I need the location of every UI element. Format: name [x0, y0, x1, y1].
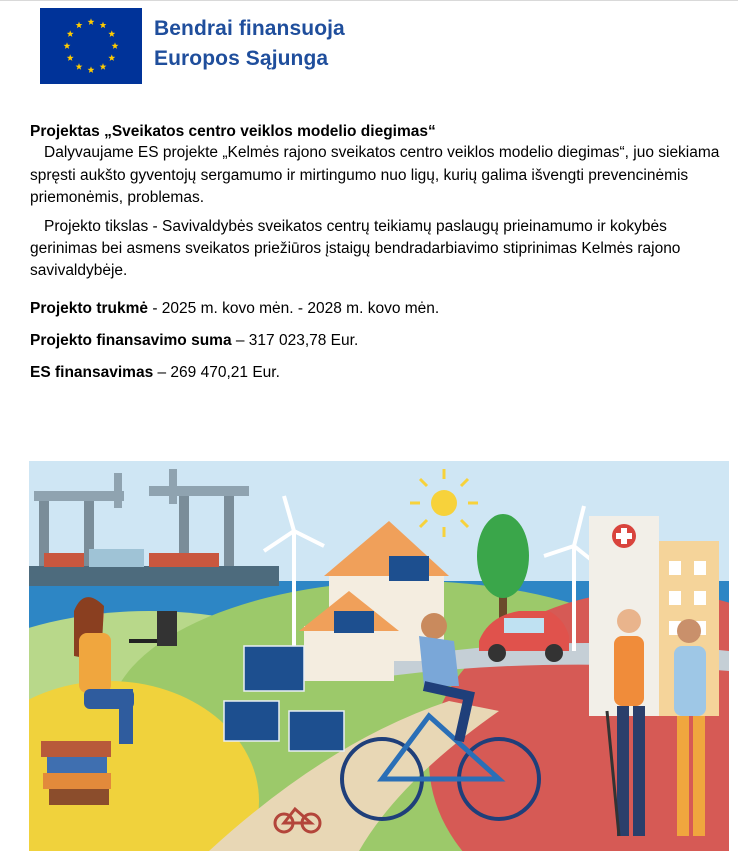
project-funding	[30, 329, 730, 352]
funding-value: – 317 023,78 Eur.	[231, 332, 359, 349]
goal-label: Projekto tikslas -	[44, 217, 163, 235]
project-duration	[30, 297, 730, 320]
duration-label: Projekto trukmė	[30, 300, 149, 317]
eu-funding	[30, 361, 730, 384]
project-intro: Dalyvaujame ES projekte „Kelmės rajono sveikatos centro veiklos modelio diegimas“, juo siekiama spręsti aukšto gyventojų sergamumo ir mirtingumo nuo ligų, kurių galima išvengti prevencinėmis priemonėmis, problemas.	[30, 144, 720, 206]
eu-flag-icon	[40, 8, 142, 84]
project-title: Projektas „Sveikatos centro veiklos modelio diegimas“	[30, 123, 436, 140]
top-divider	[0, 0, 738, 1]
logo-line-1: Bendrai finansuoja	[154, 17, 345, 40]
project-description	[30, 122, 730, 384]
illustration	[29, 461, 729, 851]
goal-text: Savivaldybės sveikatos centrų teikiamų paslaugų prieinamumo ir kokybės gerinimas bei asmens sveikatos priežiūros įstaigų bendradarbiavimo stiprinimas Kelmės rajono savivaldybėje.	[30, 217, 681, 279]
duration-value: - 2025 m. kovo mėn. - 2028 m. kovo mėn.	[148, 300, 440, 317]
logo-line-2: Europos Sąjunga	[154, 47, 329, 70]
eu-logo-text	[154, 14, 345, 74]
project-goal	[30, 216, 730, 282]
eu-funding-label: ES finansavimas	[30, 364, 154, 381]
funding-label: Projekto finansavimo suma	[30, 332, 232, 349]
eu-funding-value: – 269 470,21 Eur.	[153, 364, 280, 381]
